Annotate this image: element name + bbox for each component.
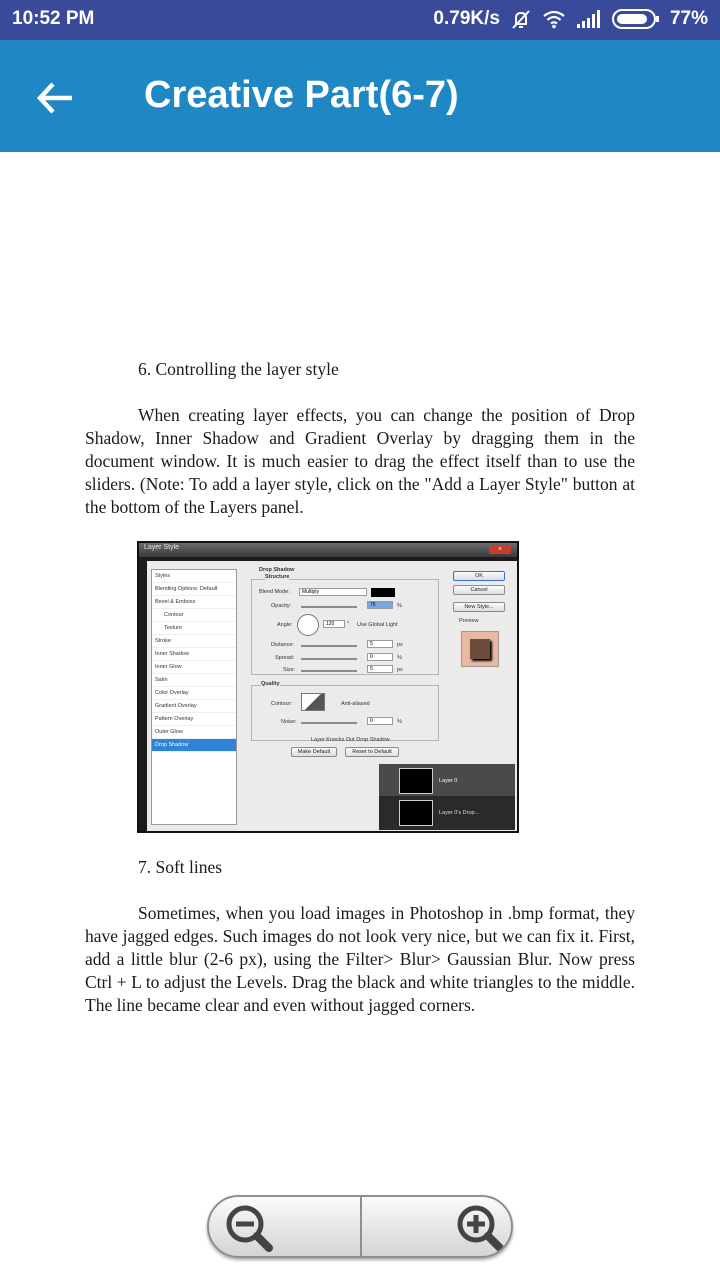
section-6-body: When creating layer effects, you can change the position of Drop Shadow, Inner Shadow and Gradient Overlay by dragging them in the document window. It is much easier to drag the effect itself than to use the sliders. (Note: To add a layer style, click on the "Add a Layer Style" button at the bottom of the Layers panel. (85, 405, 635, 517)
spread-label: Spread: (275, 655, 295, 661)
preview-label: Preview (459, 618, 479, 624)
ok-button: OK (453, 571, 505, 581)
arrow-left-icon (30, 74, 78, 122)
dialog-titlebar (139, 543, 517, 557)
distance-field: 5 (367, 640, 393, 648)
style-item: Contour (152, 609, 236, 622)
styles-header: Styles (152, 570, 236, 583)
reset-default-button: Reset to Default (345, 747, 399, 757)
contour-preview (301, 693, 325, 711)
style-item: Blending Options: Default (152, 583, 236, 596)
layer-0-label: Layer 0 (439, 778, 458, 784)
style-item: Gradient Overlay (152, 700, 236, 713)
global-light-label: Use Global Light (357, 622, 398, 628)
cancel-button: Cancel (453, 585, 505, 595)
zoom-out-icon (209, 1197, 360, 1256)
signal-icon (576, 9, 602, 29)
noise-label: Noise: (281, 719, 297, 725)
structure-label: Structure (265, 574, 290, 580)
wifi-icon (542, 9, 566, 29)
angle-field: 120 (323, 620, 345, 628)
opacity-label: Opacity: (271, 603, 292, 609)
quality-group (251, 685, 439, 741)
status-time: 10:52 PM (12, 8, 95, 29)
contour-label: Contour: (271, 701, 293, 707)
section-6-heading: 6. Controlling the layer style (138, 359, 339, 379)
close-icon: × (489, 545, 511, 554)
blend-mode-label: Blend Mode: (259, 589, 290, 595)
section-7-heading: 7. Soft lines (138, 857, 223, 877)
layer-thumbnail (399, 800, 433, 826)
distance-slider (301, 645, 357, 647)
layer-style-screenshot (137, 541, 519, 833)
mute-bell-icon (510, 8, 532, 30)
new-style-button: New Style... (453, 602, 505, 612)
zoom-in-button[interactable] (360, 1197, 511, 1256)
app-bar (0, 40, 720, 152)
spread-slider (301, 658, 357, 660)
layers-panel (379, 764, 515, 830)
layer-drop-label: Layer 0's Drop... (439, 810, 480, 816)
knocks-out-label: Layer Knocks Out Drop Shadow (311, 737, 390, 743)
battery-percent: 77% (669, 8, 708, 29)
opacity-slider (301, 606, 357, 608)
page-title: Creative Part(6-7) (144, 74, 459, 116)
size-unit: px (397, 667, 403, 673)
blend-mode-select: Multiply (299, 588, 367, 596)
battery-icon (612, 8, 660, 30)
anti-aliased-label: Anti-aliased (341, 701, 370, 707)
style-item: Pattern Overlay (152, 713, 236, 726)
quality-label: Quality (261, 681, 280, 687)
spread-field: 0 (367, 653, 393, 661)
back-button[interactable] (30, 74, 78, 122)
make-default-button: Make Default (291, 747, 337, 757)
zoom-controls (207, 1195, 513, 1258)
style-item: Texture (152, 622, 236, 635)
style-item: Bevel & Emboss (152, 596, 236, 609)
style-item: Satin (152, 674, 236, 687)
style-item: Inner Glow (152, 661, 236, 674)
angle-label: Angle: (277, 622, 293, 628)
style-item: Outer Glow (152, 726, 236, 739)
style-item: Inner Shadow (152, 648, 236, 661)
layer-thumbnail (399, 768, 433, 794)
opacity-unit: % (397, 603, 402, 609)
opacity-field: 75 (367, 601, 393, 609)
shadow-color-swatch (371, 588, 395, 597)
spread-unit: % (397, 655, 402, 661)
style-item-selected: Drop Shadow (152, 739, 236, 752)
distance-unit: px (397, 642, 403, 648)
style-item: Color Overlay (152, 687, 236, 700)
noise-field: 0 (367, 717, 393, 725)
angle-dial (297, 614, 319, 636)
zoom-in-icon (360, 1197, 511, 1256)
noise-slider (301, 722, 357, 724)
distance-label: Distance: (271, 642, 294, 648)
dialog-title: Layer Style (144, 544, 180, 551)
status-icons (433, 8, 708, 30)
network-speed: 0.79K/s (433, 8, 500, 29)
size-label: Size: (283, 667, 296, 673)
noise-unit: % (397, 719, 402, 725)
status-bar (0, 0, 720, 40)
size-field: 5 (367, 665, 393, 673)
style-item: Stroke (152, 635, 236, 648)
preview-swatch (461, 631, 499, 667)
size-slider (301, 670, 357, 672)
angle-unit: ° (347, 621, 350, 627)
zoom-out-button[interactable] (209, 1197, 360, 1256)
section-7-body: Sometimes, when you load images in Photoshop in .bmp format, they have jagged edges. Such images do not look very nice, but we can fix it. First, add a little blur (2-6 px), using the Filter> Blur> Gaussian Blur. Now press Ctrl + L to adjust the Levels. Drag the black and white triangles to the middle. The line became clear and even without jagged corners. (85, 903, 635, 1015)
styles-list (151, 569, 237, 825)
panel-title: Drop Shadow (259, 567, 295, 573)
